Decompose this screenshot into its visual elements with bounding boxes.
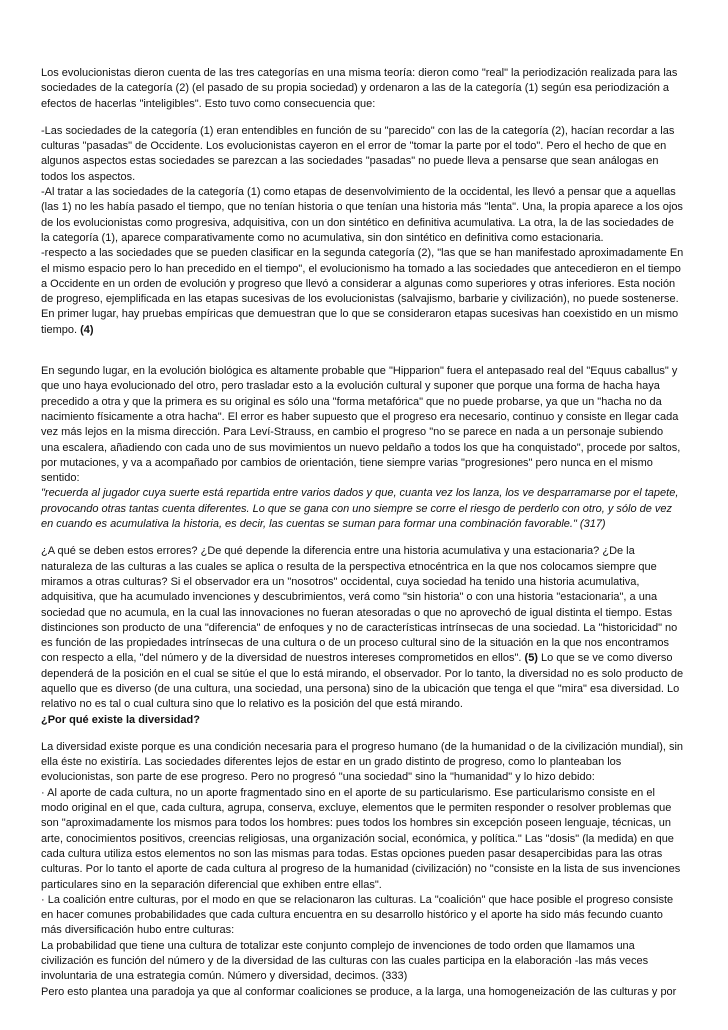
- paragraph-categoria-1: -Las sociedades de la categoría (1) eran entendibles en función de su "parecido" con las de la categoría (2), hacían recordar a las culturas "pasadas" de Occidente. Los evolucionistas cayeron en el error de "tomar la parte por el todo". Pero el hecho de que en algunos aspectos estas sociedades se parezcan a las sociedades "pasadas" no puede lleva a pensarse que sean análogas en todos los aspectos.: [41, 124, 675, 183]
- section-diversidad: [41, 740, 684, 1000]
- reference-note-4: (4): [80, 323, 94, 336]
- paragraph-categoria-2-text: -respecto a las sociedades que se pueden clasificar en la segunda categoría (2), "las que se han manifestado aproximadamente En el mismo espacio pero lo han precedido en el tiempo", el evolucionismo ha tomado a las sociedades que antecedieron en el tiempo a Occidente en un orden de evolución y progreso que llevó a considerar a algunas como superiores y otras inferiores. Esta noción de progreso, ejemplificada en las etapas sucesivas de los evolucionistas (salvajismo, barbarie y civilización), no puede sostenerse. En primer lugar, hay pruebas empíricas que demuestran que lo que se consideraron etapas sucesivas han coexistido en un mismo tiempo.: [41, 247, 684, 336]
- paragraph-errores-text: ¿A qué se deben estos errores? ¿De qué depende la diferencia entre una historia acumulativa y una estacionaria? ¿De la naturaleza de las culturas a las cuales se aplica o resulta de la perspectiva etnocéntrica en la que nos colocamos siempre que miramos a otras culturas? Si el observador era un "nosotros" occidental, cuya sociedad ha tenido una historia acumulativa, adquisitiva, que ha acumulado invenciones y descubrimientos, verá como "sin historia" o con una historia "estacionaria", a una sociedad que no acumula, en la cual las innovaciones no fueran atesoradas o que no aprovechó de igual distinta el tiempo. Estas distinciones son producto de una "diferencia" de enfoques y no de características intrínsecas de una sociedad. La "historicidad" no es función de las propiedades intrínsecas de una cultura o de un proceso cultural sino de la situación en la que nos encontramos con respecto a ella, "del número y de la diversidad de nuestros intereses comprometidos en ellos".: [41, 545, 678, 665]
- paragraph-etapas: -Al tratar a las sociedades de la categoría (1) como etapas de desenvolvimiento de la occidental, les llevó a pensar que a aquellas (las 1) no les había pasado el tiempo, que no tenían historia o que tenían una historia más "lenta". Una, la propia aparece a los ojos de los evolucionistas como progresiva, adquisitiva, con un don sintético en definitiva acumulativa. La otra, la de las sociedades de la categoría (1), aparece comparativamente como no acumulativa, sin don sintético en definitiva como estacionaria.: [41, 186, 683, 244]
- section-consecuencias: [41, 124, 684, 338]
- paragraph-hipparion: En segundo lugar, en la evolución biológica es altamente probable que "Hipparion" fuera el antepasado real del "Equus caballus" y que uno haya evolucionado del otro, pero trasladar esto a la evolución cultural y suponer que porque una forma de hacha haya precedido a otra y que la primera es su original es sólo una "forma metafórica" que no puede probarse, ya que un "hacha no da nacimiento físicamente a otra hacha". El error es haber supuesto que el progreso era necesario, continuo y consiste en llegar cada vez más lejos en la misma dirección. Para Leví-Strauss, en cambio el progreso "no se parece en nada a un personaje subiendo una escalera, añadiendo con cada uno de sus movimientos un nuevo peldaño a todos los que ha conquistado", procede por saltos, por mutaciones, y va a acompañado por cambios de orientación, tiene siempre varias "progresiones" pero nunca en el mismo sentido:: [41, 365, 681, 485]
- reference-note-5: (5): [524, 652, 538, 665]
- paragraph-evolucionistas: Los evolucionistas dieron cuenta de las tres categorías en una misma teoría: dieron como "real" la periodización realizada para las sociedades de la categoría (2) (el pasado de su propia sociedad) y ordenaron a las de la categoría (1) según esa periodización a efectos de hacerlas "inteligibles". Esto tuvo como consecuencia que:: [41, 67, 678, 110]
- bullet-coalicion: · La coalición entre culturas, por el modo en que se relacionaron las culturas. La "coalición" que hace posible el progreso consiste en hacer comunes probabilidades que cada cultura encuentra en su desarrollo histórico y el aporte ha sido más fecundo cuanto más diversificación hubo entre culturas:: [41, 893, 674, 937]
- bullet-aporte-cultura: · Al aporte de cada cultura, no un aporte fragmentado sino en el aporte de su particularismo. Ese particularismo consiste en el modo original en el que, cada cultura, agrupa, conserva, excluye, elementos que le permiten responder o resolver problemas que son "aproximadamente los mismos para todos los hombres: pues todos los hombres sin excepción poseen lenguaje, técnicas, un arte, conocimientos positivos, creencias religiosas, una organización social, económica, y política." Las "dosis" (la medida) en que cada cultura utiliza estos elementos no son las mismas para todas. Estas opciones pueden pasar desapercibidas para las otras culturas. Por lo tanto el aporte de cada cultura al progreso de la humanidad (civilización) no "consiste en la lista de sus invenciones particulares sino en la separación diferencial que exhiben entre ellas".: [41, 786, 681, 891]
- paragraph-probabilidad: La probabilidad que tiene una cultura de totalizar este conjunto complejo de invenciones de todo orden que llamamos una civilización es función del número y de la diversidad de las culturas con las cuales participa en la elaboración -las más veces involuntaria de una estrategia común. Número y diversidad, decimos. (333): [41, 939, 649, 983]
- paragraph-categoria-2: [41, 246, 684, 338]
- paragraph-observador-text: Lo que se ve como diverso dependerá de la posición en el cual se sitúe el que lo está mirando, el observador. Por lo tanto, la diversidad no es solo producto de aquello que es diverso (de una cultura, una sociedad, una persona) sino de la ubicación que tenga el que "mira" esa diversidad. Lo relativo no es tal o cual cultura sino que lo relativo es la posición del que está mirando.: [41, 652, 684, 711]
- paragraph-errores: [41, 544, 684, 712]
- paragraph-paradoja: Pero esto plantea una paradoja ya que al conformar coaliciones se produce, a la larga, una homogeneización de las culturas y por: [41, 985, 677, 998]
- paragraph-condicion-necesaria: La diversidad existe porque es una condición necesaria para el progreso humano (de la humanidad o de la civilización mundial), sin ella éste no existiría. Las sociedades diferentes lejos de estar en un grado distinto de progreso, como lo planteaban los evolucionistas, son parte de ese progreso. Pero no progresó "una sociedad" sino la "humanidad" y lo hizo debido:: [41, 740, 684, 784]
- quote-jugador: "recuerda al jugador cuya suerte está repartida entre varios dados y que, cuanta vez los lanza, los ve desparramarse por el tapete, provocando otras tantas cuenta diferentes. Lo que se gana con uno siempre se corre el riesgo de perderlo con otro, y sólo de vez en cuando es acumulativa la historia, es decir, las cuentas se suman para formar una combinación favorable." (317): [41, 487, 679, 531]
- section-segundo-lugar: [41, 364, 684, 532]
- section-heading: ¿Por qué existe la diversidad?: [41, 713, 200, 726]
